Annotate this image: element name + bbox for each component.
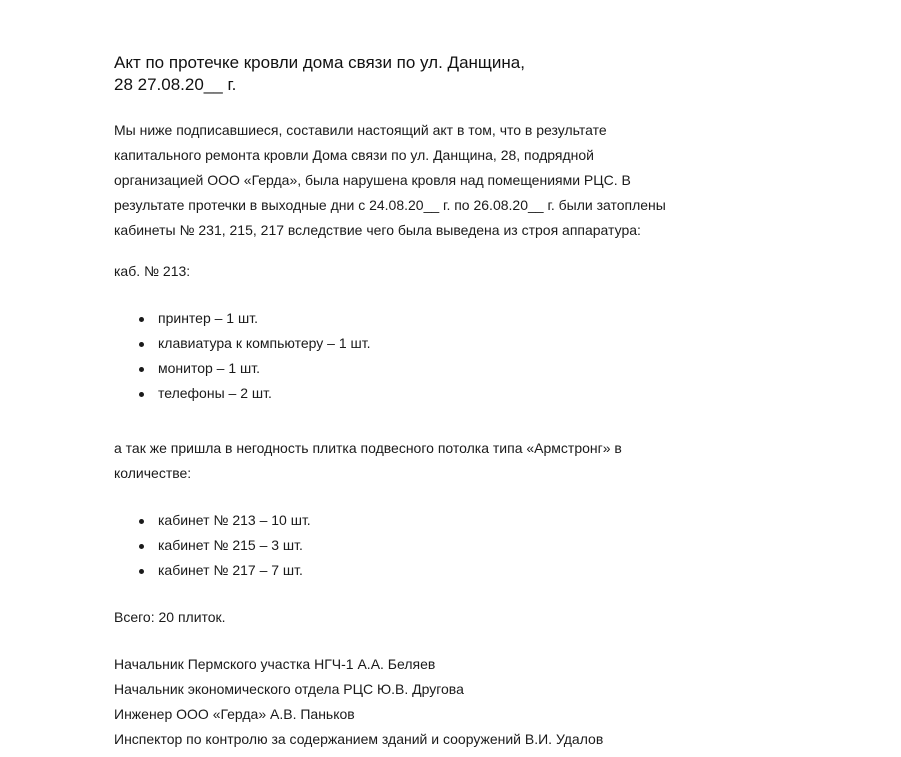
list-item: принтер – 1 шт.	[136, 306, 714, 331]
tiles-paragraph	[114, 436, 714, 486]
list-item: монитор – 1 шт.	[136, 356, 714, 381]
list-item: кабинет № 217 – 7 шт.	[136, 558, 714, 583]
list-item: кабинет № 215 – 3 шт.	[136, 533, 714, 558]
room-label: каб. № 213:	[114, 263, 191, 279]
signer-line: Инспектор по контролю за содержанием зданий и сооружений В.И. Удалов	[114, 731, 604, 747]
list-item: кабинет № 213 – 10 шт.	[136, 508, 714, 533]
act-document	[114, 52, 714, 752]
tiles-list	[114, 508, 714, 583]
signers-block	[114, 652, 714, 752]
bullet-icon	[139, 367, 144, 372]
signer-line: Начальник Пермского участка НГЧ-1 А.А. Беляев	[114, 656, 436, 672]
intro-paragraph	[114, 118, 714, 243]
list-item: клавиатура к компьютеру – 1 шт.	[136, 331, 714, 356]
title-line: 28 27.08.20__ г.	[114, 75, 237, 94]
text-line: организацией ООО «Герда», была нарушена кровля над помещениями РЦС. В	[114, 172, 631, 188]
list-item: телефоны – 2 шт.	[136, 381, 714, 406]
bullet-icon	[139, 519, 144, 524]
total-line: Всего: 20 плиток.	[114, 609, 226, 625]
bullet-icon	[139, 544, 144, 549]
title-line: Акт по протечке кровли дома связи по ул. Данщина,	[114, 53, 525, 72]
equipment-list	[114, 306, 714, 406]
bullet-icon	[139, 569, 144, 574]
text-line: а так же пришла в негодность плитка подвесного потолка типа «Армстронг» в	[114, 440, 622, 456]
text-line: количестве:	[114, 465, 192, 481]
text-line: Мы ниже подписавшиеся, составили настоящий акт в том, что в результате	[114, 122, 607, 138]
text-line: результате протечки в выходные дни с 24.08.20__ г. по 26.08.20__ г. были затоплены	[114, 197, 666, 213]
bullet-icon	[139, 317, 144, 322]
document-title	[114, 52, 714, 96]
signer-line: Инженер ООО «Герда» А.В. Паньков	[114, 706, 355, 722]
bullet-icon	[139, 392, 144, 397]
text-line: кабинеты № 231, 215, 217 вследствие чего была выведена из строя аппаратура:	[114, 222, 641, 238]
text-line: капитального ремонта кровли Дома связи по ул. Данщина, 28, подрядной	[114, 147, 594, 163]
bullet-icon	[139, 342, 144, 347]
signer-line: Начальник экономического отдела РЦС Ю.В. Другова	[114, 681, 464, 697]
